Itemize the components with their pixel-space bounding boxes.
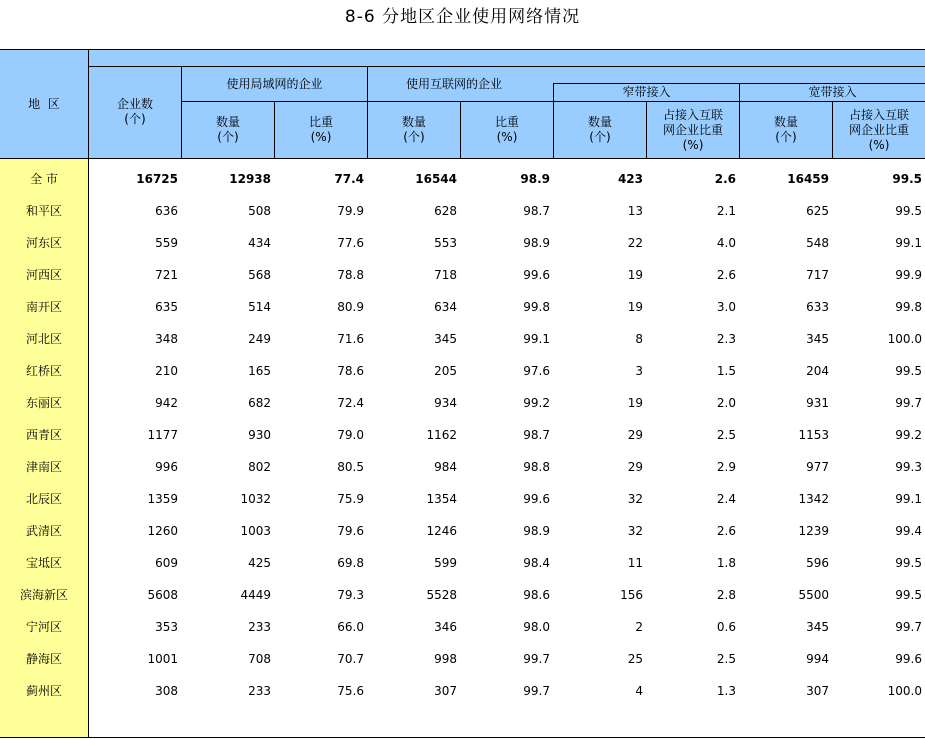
header-broadband-count: 数量 (个) (773, 115, 798, 144)
table-row (0, 259, 925, 291)
region-name: 津南区 (25, 460, 62, 474)
cell-internet-ratio: 99.6 (523, 492, 550, 506)
cell-internet-count: 634 (434, 300, 457, 314)
table-row (0, 451, 925, 483)
cell-internet-count: 5528 (426, 588, 457, 602)
region-name: 河西区 (25, 268, 62, 282)
cell-broadband-count: 596 (806, 556, 829, 570)
cell-broadband-share: 99.6 (895, 652, 922, 666)
cell-internet-count: 984 (434, 460, 457, 474)
cell-narrowband-share: 3.0 (716, 300, 736, 314)
cell-lan-ratio: 78.8 (337, 268, 364, 282)
region-name: 全 市 (30, 172, 58, 186)
cell-narrowband-count: 8 (635, 332, 643, 346)
header-narrowband-count: 数量 (个) (587, 115, 612, 144)
region-name: 西青区 (25, 428, 62, 442)
cell-internet-ratio: 99.7 (523, 684, 550, 698)
bottom-rule (0, 737, 925, 738)
cell-enterprises: 721 (155, 268, 178, 282)
cell-broadband-count: 977 (806, 460, 829, 474)
region-name: 红桥区 (25, 364, 62, 378)
cell-broadband-share: 99.4 (895, 524, 922, 538)
region-name: 静海区 (25, 652, 62, 666)
cell-broadband-count: 1239 (798, 524, 829, 538)
cell-broadband-count: 345 (806, 620, 829, 634)
cell-narrowband-share: 2.4 (716, 492, 736, 506)
cell-enterprises: 5608 (147, 588, 178, 602)
cell-internet-count: 205 (434, 364, 457, 378)
cell-broadband-count: 345 (806, 332, 829, 346)
cell-broadband-share: 99.2 (895, 428, 922, 442)
cell-narrowband-share: 2.6 (716, 524, 736, 538)
table-title: 8-6 分地区企业使用网络情况 (344, 7, 581, 27)
cell-narrowband-count: 25 (627, 652, 643, 666)
cell-enterprises: 353 (155, 620, 178, 634)
cell-broadband-share: 99.7 (895, 396, 922, 410)
table-row (0, 579, 925, 611)
header-region: 地 区 (28, 96, 60, 111)
region-name: 河北区 (25, 332, 62, 346)
header-enterprises: 企业数 (个) (116, 97, 153, 126)
cell-internet-ratio: 99.1 (523, 332, 550, 346)
cell-lan-count: 708 (248, 652, 271, 666)
cell-lan-count: 425 (248, 556, 271, 570)
table-row (0, 419, 925, 451)
cell-internet-ratio: 98.9 (520, 172, 550, 186)
table-row (0, 195, 925, 227)
cell-enterprises: 308 (155, 684, 178, 698)
cell-narrowband-share: 2.6 (714, 172, 736, 186)
header-internet-group: 使用互联网的企业 (406, 76, 503, 91)
cell-narrowband-share: 2.5 (716, 652, 736, 666)
cell-narrowband-share: 1.3 (716, 684, 736, 698)
header-broadband-share: 占接入互联 网企业比重 (%) (848, 107, 909, 152)
cell-internet-ratio: 99.8 (523, 300, 550, 314)
table-row (0, 483, 925, 515)
cell-internet-count: 1162 (426, 428, 457, 442)
table-row (0, 323, 925, 355)
cell-narrowband-count: 22 (627, 236, 643, 250)
cell-narrowband-count: 19 (627, 300, 643, 314)
cell-internet-ratio: 99.7 (523, 652, 550, 666)
cell-narrowband-count: 29 (627, 460, 643, 474)
region-name: 宁河区 (25, 620, 62, 634)
region-name: 北辰区 (25, 492, 62, 506)
header-narrowband-share: 占接入互联 网企业比重 (%) (662, 107, 723, 152)
cell-broadband-count: 307 (806, 684, 829, 698)
cell-internet-ratio: 98.9 (523, 524, 550, 538)
cell-lan-count: 1032 (240, 492, 271, 506)
cell-internet-count: 628 (434, 204, 457, 218)
cell-narrowband-share: 2.5 (716, 428, 736, 442)
table-row (0, 355, 925, 387)
cell-enterprises: 1001 (147, 652, 178, 666)
cell-lan-ratio: 70.7 (337, 652, 364, 666)
cell-enterprises: 16725 (136, 172, 178, 186)
header-lan-group: 使用局域网的企业 (226, 76, 323, 91)
cell-narrowband-share: 2.8 (716, 588, 736, 602)
cell-internet-count: 998 (434, 652, 457, 666)
cell-lan-count: 508 (248, 204, 271, 218)
cell-broadband-share: 99.5 (895, 364, 922, 378)
cell-enterprises: 1359 (147, 492, 178, 506)
cell-broadband-count: 717 (806, 268, 829, 282)
cell-lan-ratio: 80.9 (337, 300, 364, 314)
cell-internet-ratio: 99.2 (523, 396, 550, 410)
region-name: 滨海新区 (19, 588, 68, 602)
cell-broadband-share: 99.5 (892, 172, 922, 186)
table-row (0, 227, 925, 259)
cell-internet-ratio: 98.8 (523, 460, 550, 474)
cell-broadband-share: 99.7 (895, 620, 922, 634)
cell-narrowband-count: 2 (635, 620, 643, 634)
cell-broadband-share: 100.0 (887, 684, 922, 698)
cell-internet-count: 1246 (426, 524, 457, 538)
cell-narrowband-count: 32 (627, 492, 643, 506)
top-rule (0, 49, 925, 50)
cell-narrowband-count: 3 (635, 364, 643, 378)
cell-lan-ratio: 80.5 (337, 460, 364, 474)
cell-narrowband-count: 13 (627, 204, 643, 218)
cell-lan-ratio: 79.0 (337, 428, 364, 442)
cell-narrowband-share: 2.1 (716, 204, 736, 218)
cell-broadband-share: 99.3 (895, 460, 922, 474)
cell-broadband-count: 16459 (787, 172, 829, 186)
region-name: 东丽区 (25, 396, 62, 410)
cell-broadband-share: 99.5 (895, 556, 922, 570)
cell-broadband-count: 633 (806, 300, 829, 314)
cell-internet-ratio: 98.0 (523, 620, 550, 634)
cell-broadband-count: 625 (806, 204, 829, 218)
cell-internet-count: 934 (434, 396, 457, 410)
cell-enterprises: 996 (155, 460, 178, 474)
cell-internet-count: 1354 (426, 492, 457, 506)
cell-enterprises: 348 (155, 332, 178, 346)
cell-enterprises: 1260 (147, 524, 178, 538)
cell-lan-count: 568 (248, 268, 271, 282)
cell-narrowband-count: 29 (627, 428, 643, 442)
cell-lan-count: 930 (248, 428, 271, 442)
cell-lan-count: 233 (248, 684, 271, 698)
cell-narrowband-share: 0.6 (716, 620, 736, 634)
cell-broadband-count: 994 (806, 652, 829, 666)
table-row (0, 163, 925, 195)
cell-lan-ratio: 69.8 (337, 556, 364, 570)
header-lan-count: 数量 (个) (215, 115, 240, 144)
cell-narrowband-share: 2.0 (716, 396, 736, 410)
cell-narrowband-share: 2.6 (716, 268, 736, 282)
cell-internet-count: 16544 (415, 172, 457, 186)
cell-lan-count: 1003 (240, 524, 271, 538)
table-row (0, 611, 925, 643)
cell-lan-ratio: 79.9 (337, 204, 364, 218)
cell-narrowband-count: 19 (627, 396, 643, 410)
region-name: 武清区 (25, 524, 62, 538)
cell-narrowband-count: 19 (627, 268, 643, 282)
cell-internet-count: 599 (434, 556, 457, 570)
cell-narrowband-count: 4 (635, 684, 643, 698)
cell-narrowband-count: 423 (617, 172, 643, 186)
cell-internet-ratio: 99.6 (523, 268, 550, 282)
cell-narrowband-count: 11 (627, 556, 643, 570)
region-name: 和平区 (25, 204, 62, 218)
cell-broadband-share: 99.8 (895, 300, 922, 314)
cell-internet-count: 307 (434, 684, 457, 698)
table-row (0, 291, 925, 323)
cell-lan-count: 4449 (240, 588, 271, 602)
cell-enterprises: 210 (155, 364, 178, 378)
cell-lan-ratio: 72.4 (337, 396, 364, 410)
table-row (0, 387, 925, 419)
cell-internet-ratio: 98.4 (523, 556, 550, 570)
cell-enterprises: 635 (155, 300, 178, 314)
cell-internet-ratio: 97.6 (523, 364, 550, 378)
cell-lan-ratio: 77.4 (334, 172, 364, 186)
cell-internet-count: 553 (434, 236, 457, 250)
cell-enterprises: 636 (155, 204, 178, 218)
cell-narrowband-count: 156 (620, 588, 643, 602)
cell-lan-count: 682 (248, 396, 271, 410)
cell-lan-count: 249 (248, 332, 271, 346)
table-row (0, 643, 925, 675)
cell-broadband-count: 931 (806, 396, 829, 410)
cell-lan-ratio: 75.6 (337, 684, 364, 698)
cell-broadband-count: 204 (806, 364, 829, 378)
cell-broadband-count: 1153 (798, 428, 829, 442)
cell-lan-count: 802 (248, 460, 271, 474)
cell-narrowband-share: 1.8 (716, 556, 736, 570)
cell-enterprises: 559 (155, 236, 178, 250)
cell-internet-ratio: 98.7 (523, 204, 550, 218)
cell-lan-count: 514 (248, 300, 271, 314)
cell-narrowband-count: 32 (627, 524, 643, 538)
table-row (0, 675, 925, 707)
cell-broadband-count: 548 (806, 236, 829, 250)
header-internet-ratio: 比重 (%) (494, 115, 519, 144)
table-row (0, 547, 925, 579)
header-lan-ratio: 比重 (%) (308, 115, 333, 144)
cell-lan-ratio: 79.3 (337, 588, 364, 602)
region-name: 河东区 (25, 236, 62, 250)
cell-broadband-share: 99.9 (895, 268, 922, 282)
cell-internet-ratio: 98.7 (523, 428, 550, 442)
header-internet-count: 数量 (个) (401, 115, 426, 144)
cell-broadband-count: 5500 (798, 588, 829, 602)
cell-broadband-count: 1342 (798, 492, 829, 506)
cell-lan-ratio: 71.6 (337, 332, 364, 346)
region-name: 南开区 (25, 300, 62, 314)
cell-lan-count: 233 (248, 620, 271, 634)
cell-internet-count: 345 (434, 332, 457, 346)
cell-lan-ratio: 77.6 (337, 236, 364, 250)
cell-broadband-share: 99.1 (895, 492, 922, 506)
cell-internet-count: 346 (434, 620, 457, 634)
cell-lan-ratio: 75.9 (337, 492, 364, 506)
cell-narrowband-share: 2.9 (716, 460, 736, 474)
cell-internet-count: 718 (434, 268, 457, 282)
cell-lan-ratio: 78.6 (337, 364, 364, 378)
header-narrowband-group: 窄带接入 (622, 85, 671, 99)
cell-narrowband-share: 2.3 (716, 332, 736, 346)
region-name: 宝坻区 (25, 556, 62, 570)
cell-lan-ratio: 66.0 (337, 620, 364, 634)
cell-broadband-share: 100.0 (887, 332, 922, 346)
cell-internet-ratio: 98.6 (523, 588, 550, 602)
cell-lan-ratio: 79.6 (337, 524, 364, 538)
cell-lan-count: 165 (248, 364, 271, 378)
cell-broadband-share: 99.5 (895, 204, 922, 218)
cell-broadband-share: 99.5 (895, 588, 922, 602)
cell-lan-count: 434 (248, 236, 271, 250)
header-broadband-group: 宽带接入 (808, 85, 857, 99)
cell-narrowband-share: 1.5 (716, 364, 736, 378)
cell-enterprises: 942 (155, 396, 178, 410)
cell-lan-count: 12938 (229, 172, 271, 186)
cell-enterprises: 609 (155, 556, 178, 570)
cell-broadband-share: 99.1 (895, 236, 922, 250)
cell-enterprises: 1177 (147, 428, 178, 442)
table-row (0, 515, 925, 547)
cell-internet-ratio: 98.9 (523, 236, 550, 250)
cell-narrowband-share: 4.0 (716, 236, 736, 250)
region-name: 蓟州区 (25, 684, 62, 698)
